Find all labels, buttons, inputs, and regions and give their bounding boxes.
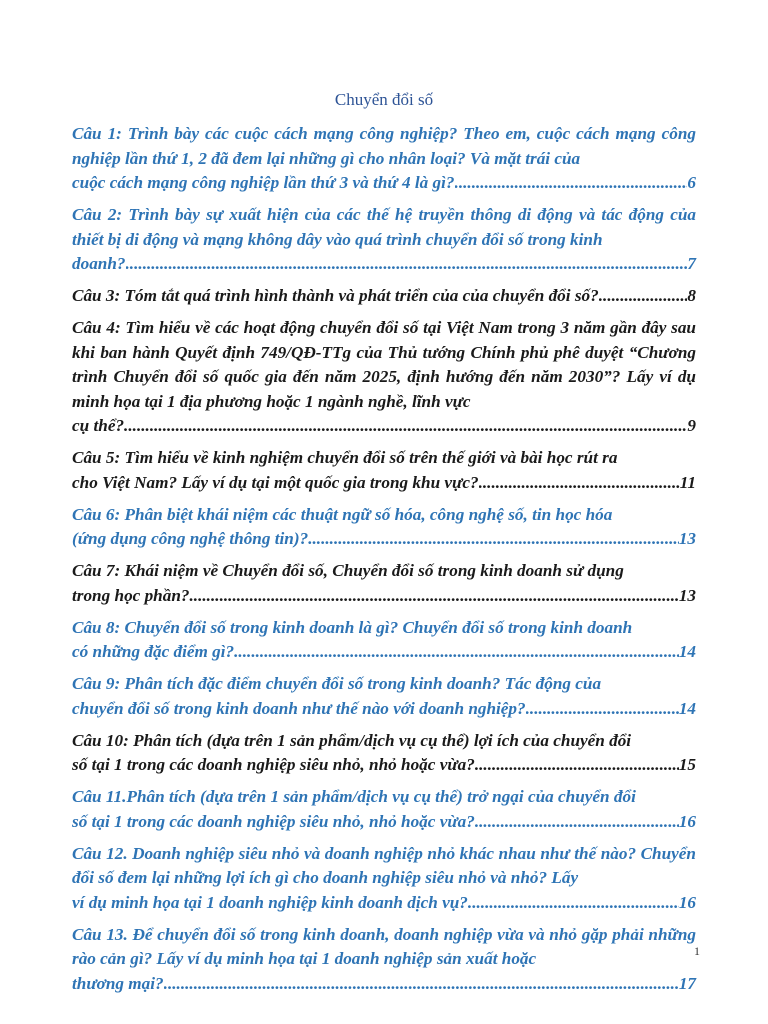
toc-entry-tail: chuyển đổi số trong kinh doanh như thế nào với doanh nghiệp? bbox=[72, 698, 526, 718]
toc-entry-last-line bbox=[72, 753, 696, 778]
toc-entry-text: Câu 2: Trình bày sự xuất hiện của các thế hệ truyền thông di động và tác động của thiết bị di động và mạng không dây vào quá trình chuyển đổi số trong kinh bbox=[72, 205, 696, 249]
toc-entry-text: Câu 5: Tìm hiểu về kinh nghiệm chuyển đổi số trên thế giới và bài học rút ra bbox=[72, 448, 618, 467]
toc-entry-text: Câu 1: Trình bày các cuộc cách mạng công nghiệp? Theo em, cuộc cách mạng công nghiệp lần thứ 1, 2 đã đem lại những gì cho nhân loại? Và mặt trái của bbox=[72, 124, 696, 168]
toc-leader-dots bbox=[475, 810, 679, 835]
toc-entry-last-line bbox=[72, 471, 696, 496]
toc-leader-dots bbox=[479, 471, 680, 496]
toc-entry-4[interactable] bbox=[72, 316, 696, 439]
toc-entry-last-line bbox=[72, 414, 696, 439]
toc-entry-13[interactable] bbox=[72, 923, 696, 997]
toc-leader-dots bbox=[164, 972, 679, 997]
toc-entry-tail: doanh? bbox=[72, 254, 126, 273]
toc-page-number: 14 bbox=[678, 698, 696, 718]
toc-entry-tail: có những đặc điểm gì? bbox=[72, 642, 235, 661]
toc-page-number: 13 bbox=[678, 585, 696, 605]
document-title: Chuyển đổi số bbox=[334, 90, 434, 109]
toc-entry-last-line bbox=[72, 171, 696, 196]
toc-entry-6[interactable] bbox=[72, 503, 696, 552]
toc-entry-10[interactable] bbox=[72, 729, 696, 778]
toc-page-number: 16 bbox=[678, 892, 696, 912]
toc-entry-last-line bbox=[72, 252, 696, 277]
toc-entry-last-line bbox=[72, 527, 696, 552]
toc-entry-tail: cuộc cách mạng công nghiệp lần thứ 3 và thứ 4 là gì? bbox=[72, 173, 455, 192]
toc-leader-dots bbox=[455, 171, 688, 196]
toc-entry-tail: thương mại? bbox=[72, 973, 164, 993]
toc-entry-text: Câu 6: Phân biệt khái niệm các thuật ngữ số hóa, công nghệ số, tin học hóa bbox=[72, 504, 613, 524]
toc-entry-tail: Câu 3: Tóm tắt quá trình hình thành và phát triển của của chuyển đổi số? bbox=[72, 286, 599, 305]
toc-entry-last-line bbox=[72, 810, 696, 835]
toc-entry-7[interactable] bbox=[72, 559, 696, 608]
toc-leader-dots bbox=[126, 252, 688, 277]
toc-entry-tail: số tại 1 trong các doanh nghiệp siêu nhỏ, nhỏ hoặc vừa? bbox=[72, 755, 475, 774]
toc-entry-text: Câu 10: Phân tích (dựa trên 1 sản phẩm/dịch vụ cụ thể) lợi ích của chuyển đổi bbox=[72, 730, 632, 750]
page-number: 1 bbox=[694, 944, 700, 958]
toc-entry-last-line bbox=[72, 640, 696, 665]
table-of-contents bbox=[72, 122, 696, 1004]
toc-leader-dots bbox=[308, 527, 679, 552]
toc-page-number: 14 bbox=[678, 642, 696, 661]
toc-entry-text: Câu 9: Phân tích đặc điểm chuyển đổi số trong kinh doanh? Tác động của bbox=[72, 674, 602, 693]
toc-entry-text: Câu 7: Khái niệm về Chuyển đổi số, Chuyển đổi số trong kinh doanh sử dụng bbox=[72, 561, 624, 580]
toc-page-number: 8 bbox=[687, 286, 696, 305]
toc-page-number: 7 bbox=[687, 254, 696, 273]
toc-page-number: 15 bbox=[678, 755, 696, 774]
toc-page-number: 6 bbox=[687, 173, 696, 192]
toc-entry-last-line bbox=[72, 891, 696, 916]
toc-entry-text: Câu 12. Doanh nghiệp siêu nhỏ và doanh nghiệp nhỏ khác nhau như thế nào? Chuyển đổi số đem lại những lợi ích gì cho doanh nghiệp siêu nhỏ và nhỏ? Lấy bbox=[72, 843, 696, 887]
toc-page-number: 17 bbox=[678, 973, 696, 993]
toc-entry-tail: trong học phần? bbox=[72, 585, 190, 605]
toc-entry-last-line bbox=[72, 972, 696, 997]
toc-entry-12[interactable] bbox=[72, 842, 696, 916]
toc-entry-1[interactable] bbox=[72, 122, 696, 196]
toc-leader-dots bbox=[124, 414, 687, 439]
toc-leader-dots bbox=[234, 640, 679, 665]
toc-entry-tail: cụ thể? bbox=[72, 416, 125, 435]
toc-entry-last-line bbox=[72, 584, 696, 609]
toc-entry-last-line bbox=[72, 284, 696, 309]
toc-entry-tail: ví dụ minh họa tại 1 doanh nghiệp kinh doanh dịch vụ? bbox=[72, 892, 468, 912]
toc-entry-5[interactable] bbox=[72, 446, 696, 495]
toc-leader-dots bbox=[599, 284, 688, 309]
toc-entry-text: Câu 4: Tìm hiểu về các hoạt động chuyển đổi số tại Việt Nam trong 3 năm gần đây sau khi ban hành Quyết định 749/QĐ-TTg của Thủ tướng Chính phủ phê duyệt “Chương trình Chuyển đổi số quốc gia đến năm 2025, định hướng đến năm 2030”? Lấy ví dụ minh họa tại 1 địa phương hoặc 1 ngành nghề, lĩnh vực bbox=[72, 318, 696, 411]
toc-entry-tail: (ứng dụng công nghệ thông tin)? bbox=[72, 529, 309, 548]
toc-entry-last-line bbox=[72, 697, 696, 722]
toc-entry-2[interactable] bbox=[72, 203, 696, 277]
toc-page-number: 13 bbox=[678, 529, 696, 548]
toc-entry-tail: cho Việt Nam? Lấy ví dụ tại một quốc gia trong khu vực? bbox=[72, 472, 479, 492]
toc-page-number: 11 bbox=[679, 472, 696, 492]
toc-entry-text: Câu 13. Để chuyển đổi số trong kinh doanh, doanh nghiệp vừa và nhỏ gặp phải những rào cản gì? Lấy ví dụ minh họa tại 1 doanh nghiệp sản xuất hoặc bbox=[72, 924, 696, 968]
toc-entry-11[interactable] bbox=[72, 785, 696, 834]
toc-entry-8[interactable] bbox=[72, 616, 696, 665]
toc-leader-dots bbox=[468, 891, 679, 916]
toc-entry-text: Câu 8: Chuyển đổi số trong kinh doanh là gì? Chuyển đổi số trong kinh doanh bbox=[72, 617, 633, 637]
toc-entry-3[interactable] bbox=[72, 284, 696, 309]
toc-page-number: 9 bbox=[687, 416, 696, 435]
toc-leader-dots bbox=[189, 584, 678, 609]
toc-leader-dots bbox=[526, 697, 679, 722]
toc-leader-dots bbox=[475, 753, 679, 778]
toc-entry-9[interactable] bbox=[72, 672, 696, 721]
toc-entry-text: Câu 11.Phân tích (dựa trên 1 sản phẩm/dịch vụ cụ thể) trở ngại của chuyển đổi bbox=[72, 787, 636, 806]
toc-page-number: 16 bbox=[678, 811, 696, 831]
toc-entry-tail: số tại 1 trong các doanh nghiệp siêu nhỏ, nhỏ hoặc vừa? bbox=[72, 811, 475, 831]
